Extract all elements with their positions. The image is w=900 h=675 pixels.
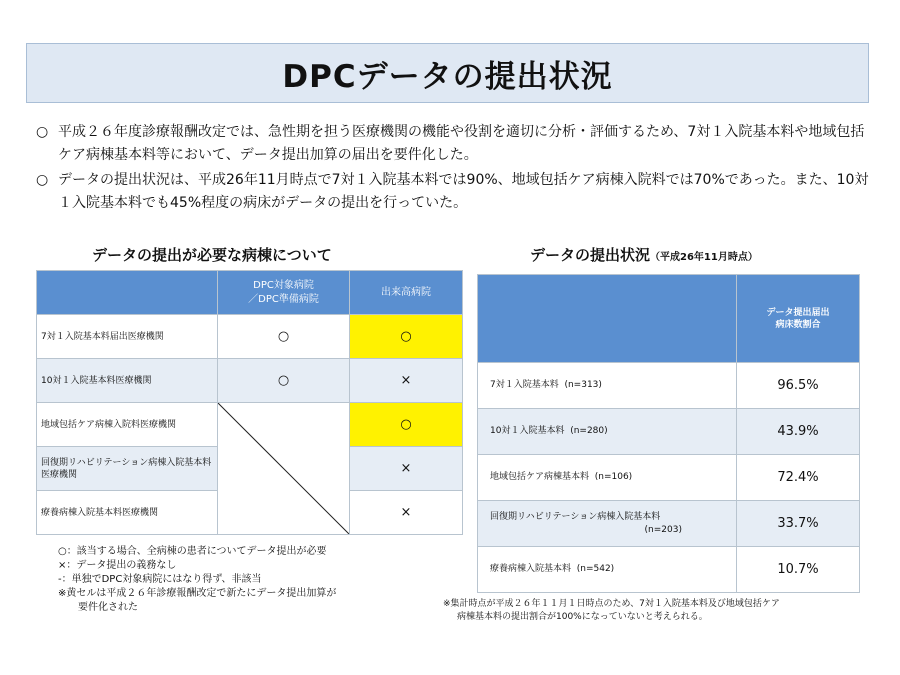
cell-dekidaka: × — [350, 447, 463, 491]
bullet-item — [36, 121, 871, 167]
bullet-mark: ○ — [36, 124, 49, 140]
row-value: 72.4% — [737, 455, 860, 501]
footnote-line: ※集計時点が平成２６年１１月１日時点のため、7対１入院基本料及び地域包括ケア — [443, 599, 780, 609]
legend-line: 要件化された — [78, 602, 138, 613]
header-dpc: DPC対象病院 ／DPC準備病院 — [218, 271, 350, 315]
footnote — [443, 598, 780, 624]
table-row — [37, 359, 463, 403]
cell-dekidaka: × — [350, 359, 463, 403]
header-blank — [37, 271, 218, 315]
row-value: 96.5% — [737, 363, 860, 409]
diagonal-line — [218, 403, 349, 534]
row-label: 10対１入院基本料医療機関 — [37, 359, 218, 403]
cell-dpc: ○ — [218, 359, 350, 403]
row-label — [478, 455, 737, 501]
bullet-list — [36, 121, 871, 217]
row-name: 回復期リハビリテーション病棟入院基本料 — [490, 511, 661, 522]
row-label — [478, 363, 737, 409]
legend-line: ※黄セルは平成２６年診療報酬改定で新たにデータ提出加算が — [58, 588, 337, 599]
header-ratio: データ提出届出 病床数割合 — [737, 275, 860, 363]
row-n: (n=280) — [570, 426, 608, 436]
row-label: 療養病棟入院基本料医療機関 — [37, 491, 218, 535]
bullet-mark: ○ — [36, 172, 49, 188]
row-label — [478, 409, 737, 455]
bullet-item — [36, 169, 871, 215]
row-n: (n=542) — [576, 564, 615, 574]
row-name: 地域包括ケア病棟基本料 — [490, 472, 590, 482]
row-n: (n=106) — [594, 472, 633, 482]
right-heading-note: （平成26年11月時点） — [650, 252, 758, 263]
row-value: 10.7% — [737, 547, 860, 593]
left-section-heading: データの提出が必要な病棟について — [92, 246, 332, 264]
table-header-row — [478, 275, 860, 363]
row-value: 43.9% — [737, 409, 860, 455]
cell-dekidaka: × — [350, 491, 463, 535]
row-n: (n=203) — [644, 524, 682, 535]
row-label: 回復期リハビリテーション病棟入院基本料医療機関 — [37, 447, 218, 491]
row-name: 療養病棟入院基本料 — [490, 564, 572, 574]
table-row — [478, 363, 860, 409]
table-header-row — [37, 271, 463, 315]
right-heading-text: データの提出状況 — [530, 246, 651, 264]
row-n: (n=313) — [564, 380, 602, 390]
row-label — [478, 501, 737, 547]
table-row — [478, 501, 860, 547]
submission-requirement-table — [36, 270, 463, 535]
bullet-text: 平成２６年度診療報酬改定では、急性期を担う医療機関の機能や役割を適切に分析・評価するため、7対１入院基本料や地域包括ケア病棟基本料等において、データ提出加算の届出を要件化した。 — [58, 124, 865, 163]
bullet-text: データの提出状況は、平成26年11月時点で7対１入院基本料では90%、地域包括ケア病棟入院料では70%であった。また、10対１入院基本料でも45%程度の病床がデータの提出を行っていた。 — [58, 172, 869, 211]
legend-line: ×：データ提出の義務なし — [58, 560, 177, 571]
table-row — [37, 315, 463, 359]
cell-dekidaka: ○ — [350, 403, 463, 447]
header-dekidaka: 出来高病院 — [350, 271, 463, 315]
row-label: 地域包括ケア病棟入院料医療機関 — [37, 403, 218, 447]
title-banner — [26, 43, 869, 103]
not-applicable-cell — [218, 403, 350, 535]
table-row — [37, 403, 463, 447]
row-name: 10対１入院基本料 — [490, 426, 565, 436]
footnote-line: 病棟基本料の提出割合が100%になっていないと考えられる。 — [457, 612, 708, 622]
row-label — [478, 547, 737, 593]
cell-dpc: ○ — [218, 315, 350, 359]
row-label: 7対１入院基本料届出医療機関 — [37, 315, 218, 359]
right-section-heading — [530, 244, 758, 265]
header-blank — [478, 275, 737, 363]
row-name: 7対１入院基本料 — [490, 380, 559, 390]
legend-line: ○：該当する場合、全病棟の患者についてデータ提出が必要 — [58, 546, 327, 557]
table-row — [478, 409, 860, 455]
submission-status-table — [477, 274, 860, 593]
row-value: 33.7% — [737, 501, 860, 547]
legend-line: -：単独でDPC対象病院にはなり得ず、非該当 — [58, 574, 262, 585]
legend — [58, 545, 336, 615]
table-row — [478, 547, 860, 593]
table-row — [478, 455, 860, 501]
cell-dekidaka: ○ — [350, 315, 463, 359]
page-title: DPCデータの提出状況 — [282, 58, 613, 95]
